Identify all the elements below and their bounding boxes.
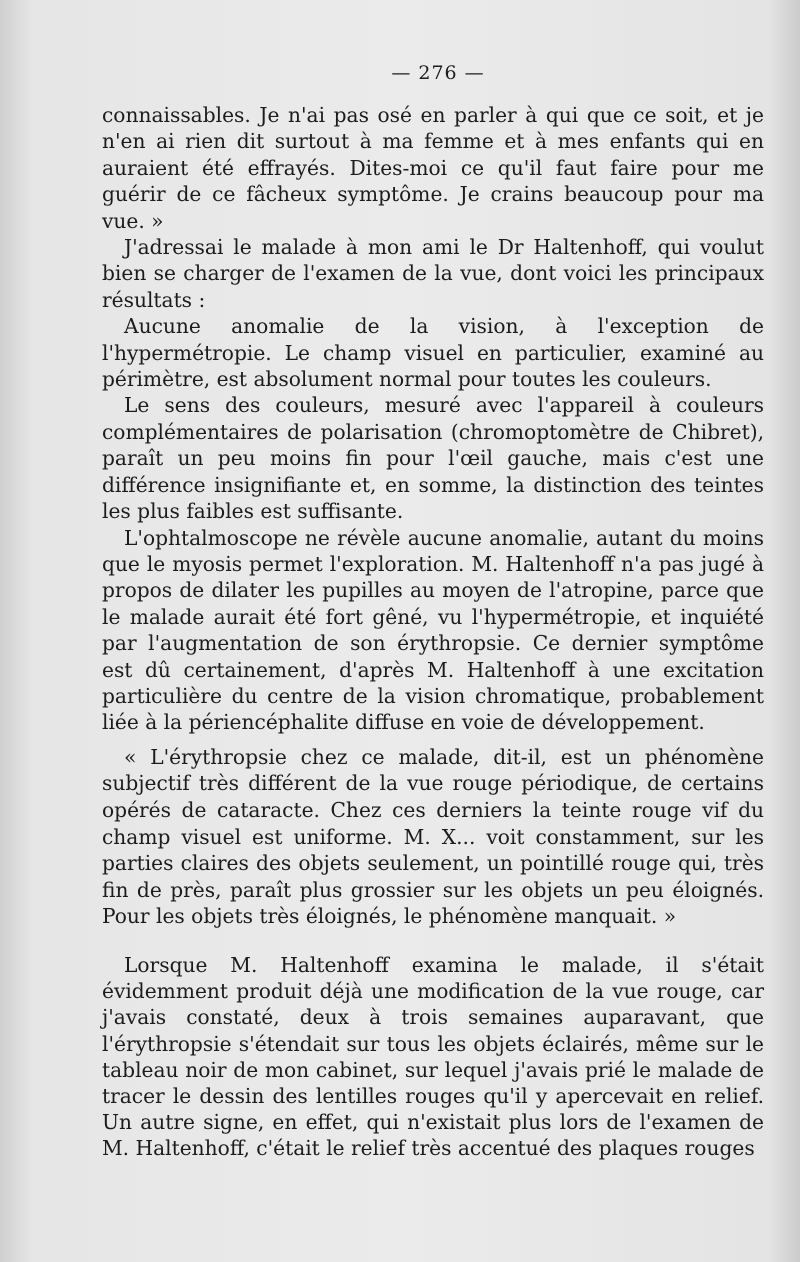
paragraph-6-quote: « L'érythropsie chez ce malade, dit-il, est un phénomène subjectif très différent de la vue rouge périodique, de certains opérés de cataracte. Chez ces derniers la teinte rouge vif du champ visuel est uniforme. M. X... voit constamment, sur les parties claires des objets seulement, un pointillé rouge qui, très fin de près, paraît plus grossier sur les objets un peu éloignés. Pour les objets très éloignés, le phénomène manquait. » bbox=[102, 744, 764, 929]
paragraph-7: Lorsque M. Haltenhoff examina le malade, il s'était évidemment produit déjà une modification de la vue rouge, car j'avais constaté, deux à trois semaines auparavant, que l'érythropsie s'étendait sur tous les objets éclairés, même sur le tableau noir de mon cabinet, sur lequel j'avais prié le malade de tracer le dessin des lentilles rouges qu'il y apercevait en relief. Un autre signe, en effet, qui n'existait plus lors de l'examen de M. Haltenhoff, c'était le relief très accentué des plaques rouges bbox=[102, 952, 764, 1161]
body-text bbox=[102, 102, 764, 1162]
paragraph-4: Le sens des couleurs, mesuré avec l'appareil à couleurs complémentaires de polarisation (chromoptomètre de Chibret), paraît un peu moins fin pour l'œil gauche, mais c'est une différence insignifiante et, en somme, la distinction des teintes les plus faibles est suffisante. bbox=[102, 393, 764, 524]
paragraph-1: connaissables. Je n'ai pas osé en parler à qui que ce soit, et je n'en ai rien dit surtout à ma femme et à mes enfants qui en auraient été effrayés. Dites-moi ce qu'il faut faire pour me guérir de ce fâcheux symptôme. Je crains beaucoup pour ma vue. » bbox=[102, 103, 764, 233]
page-number: — 276 — bbox=[391, 62, 485, 84]
paragraph-2: J'adressai le malade à mon ami le Dr Haltenhoff, qui voulut bien se charger de l'examen de la vue, dont voici les principaux résultats : bbox=[102, 235, 764, 312]
paragraph-3: Aucune anomalie de la vision, à l'exception de l'hypermétropie. Le champ visuel en particulier, examiné au périmètre, est absolument normal pour toutes les couleurs. bbox=[102, 314, 764, 392]
paragraph-5: L'ophtalmoscope ne révèle aucune anomalie, autant du moins que le myosis permet l'exploration. M. Haltenhoff n'a pas jugé à propos de dilater les pupilles au moyen de l'atropine, parce que le malade aurait été fort gêné, vu l'hypermétropie, et inquiété par l'augmentation de son érythropsie. Ce dernier symptôme est dû certainement, d'après M. Haltenhoff à une excitation particulière du centre de la vision chromatique, probablement liée à la périencéphalite diffuse en voie de développement. bbox=[102, 525, 764, 735]
